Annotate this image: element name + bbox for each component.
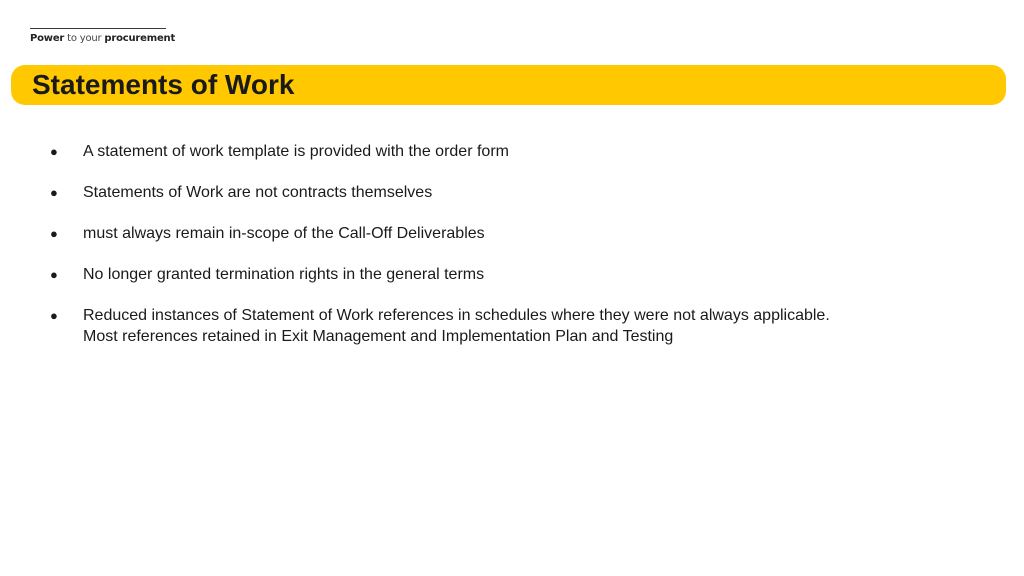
bullet-item — [48, 182, 848, 203]
title-banner — [11, 65, 1006, 105]
bullet-text: No longer granted termination rights in the general terms — [83, 266, 485, 283]
bullet-item — [48, 223, 848, 244]
bullet-marker: ● — [50, 185, 58, 200]
bullet-marker: ● — [50, 267, 58, 282]
bullet-text: A statement of work template is provided with the order form — [83, 143, 509, 160]
bullet-marker: ● — [50, 144, 58, 159]
logo-word-procurement: procurement — [104, 33, 176, 44]
logo-word-power: Power — [30, 33, 65, 44]
slide-title: Statements of Work — [32, 69, 295, 100]
bullet-text: must always remain in-scope of the Call-Off Deliverables — [83, 225, 485, 242]
logo-word-to-your: to your — [64, 33, 105, 44]
bullet-item — [48, 264, 848, 285]
brand-logo — [30, 28, 176, 44]
logo-text — [30, 33, 176, 44]
bullet-text: Reduced instances of Statement of Work references in schedules where they were not always applicable. Most references retained in Exit Management and Implementation Plan and Testing — [83, 307, 830, 345]
logo-rule — [30, 28, 166, 29]
bullet-list — [48, 141, 848, 367]
bullet-marker: ● — [50, 226, 58, 241]
bullet-marker: ● — [50, 308, 58, 323]
bullet-text: Statements of Work are not contracts themselves — [83, 184, 433, 201]
bullet-item — [48, 305, 848, 347]
bullet-item — [48, 141, 848, 162]
